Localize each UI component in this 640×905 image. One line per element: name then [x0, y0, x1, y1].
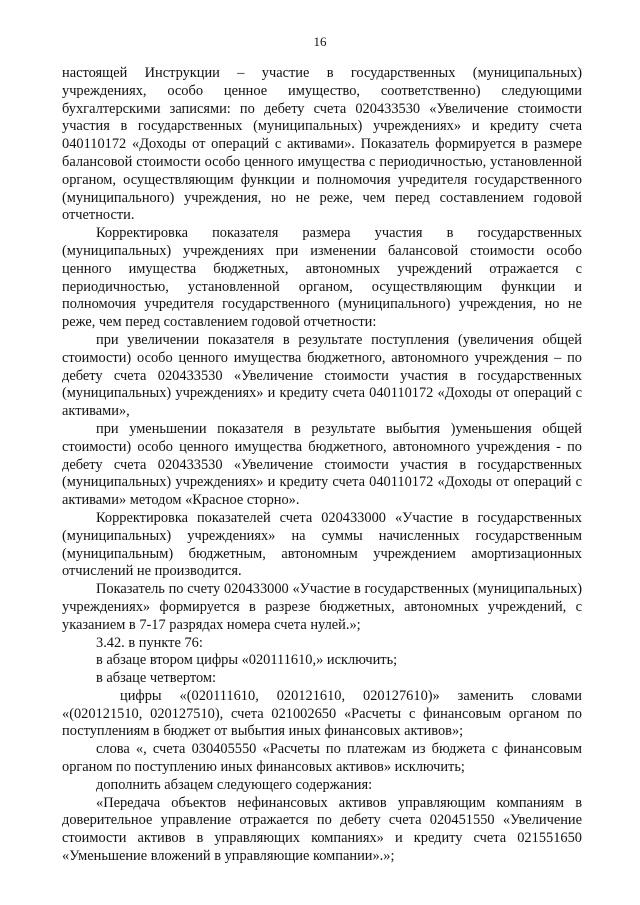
paragraph: при увеличении показателя в результате поступления (увеличения общей стоимости) особо ценного имущества бюджетного, автономного учреждения – по дебету счета 020433530 «Увеличение стоимости участия в государственных (муниципальных) учреждениях» и кредиту счета 040110172 «Доходы от операций с активами», [62, 331, 582, 420]
paragraph: в абзаце втором цифры «020111610,» исключить; [96, 652, 398, 669]
document-body [62, 65, 582, 866]
paragraph: дополнить абзацем следующего содержания: [96, 776, 373, 793]
paragraph: при уменьшении показателя в результате выбытия )уменьшения общей стоимости) особо ценного имущества бюджетного, автономного учреждения - по дебету счета 020433530 «Увеличение стоимости участия в государственных (муниципальных) учреждениях» и кредиту счета 040110172 «Доходы от операций с активами» методом «Красное сторно». [62, 420, 582, 509]
paragraph: «Передача объектов нефинансовых активов управляющим компаниям в доверительное управление отражается по дебету счета 020451550 «Увеличение стоимости активов в управляющих компаниях» и кредиту счета 021551650 «Уменьшение вложений в управляющие компании».»; [62, 794, 582, 865]
paragraph: цифры «(020111610, 020121610, 020127610)» заменить словами «(020121510, 020127510), счета 021002650 «Расчеты с финансовым органом по поступлениям в бюджет от выбытия иных финансовых активов»; [62, 687, 582, 740]
paragraph: слова «, счета 030405550 «Расчеты по платежам из бюджета с финансовым органом по поступлению иных финансовых активов» исключить; [62, 741, 582, 776]
paragraph: настоящей Инструкции – участие в государственных (муниципальных) учреждениях, особо ценное имущество, соответственно) следующими бухгалтерскими записями: по дебету счета 020433530 «Увеличение стоимости участия в государственных (муниципальных) учреждениях» и кредиту счета 040110172 «Доходы от операций с активами». Показатель формируется в размере балансовой стоимости особо ценного имущества с периодичностью, установленной органом, осуществляющим функции и полномочия учредителя государственного (муниципального) учреждения, но не реже, чем перед составлением годовой отчетности. [62, 65, 582, 224]
paragraph: Корректировка показателя размера участия в государственных (муниципальных) учреждениях при изменении балансовой стоимости особо ценного имущества бюджетных, автономных учреждений отражается с периодичностью, установленной органом, осуществляющим функции и полномочия учредителя государственного (муниципального) учреждения, но не реже, чем перед составлением годовой отчетности: [62, 225, 582, 331]
paragraph: в абзаце четвертом: [96, 670, 217, 687]
paragraph: 3.42. в пункте 76: [96, 634, 203, 651]
page-number: 16 [313, 34, 327, 49]
paragraph: Корректировка показателей счета 020433000 «Участие в государственных (муниципальных) учреждениях» на суммы начисленных государственным (муниципальным) бюджетным, автономным учреждением амортизационных отчислений не производится. [62, 509, 582, 580]
paragraph: Показатель по счету 020433000 «Участие в государственных (муниципальных) учреждениях» формируется в разрезе бюджетных, автономных учреждений, с указанием в 7-17 разрядах номера счета нулей.»; [62, 581, 582, 633]
